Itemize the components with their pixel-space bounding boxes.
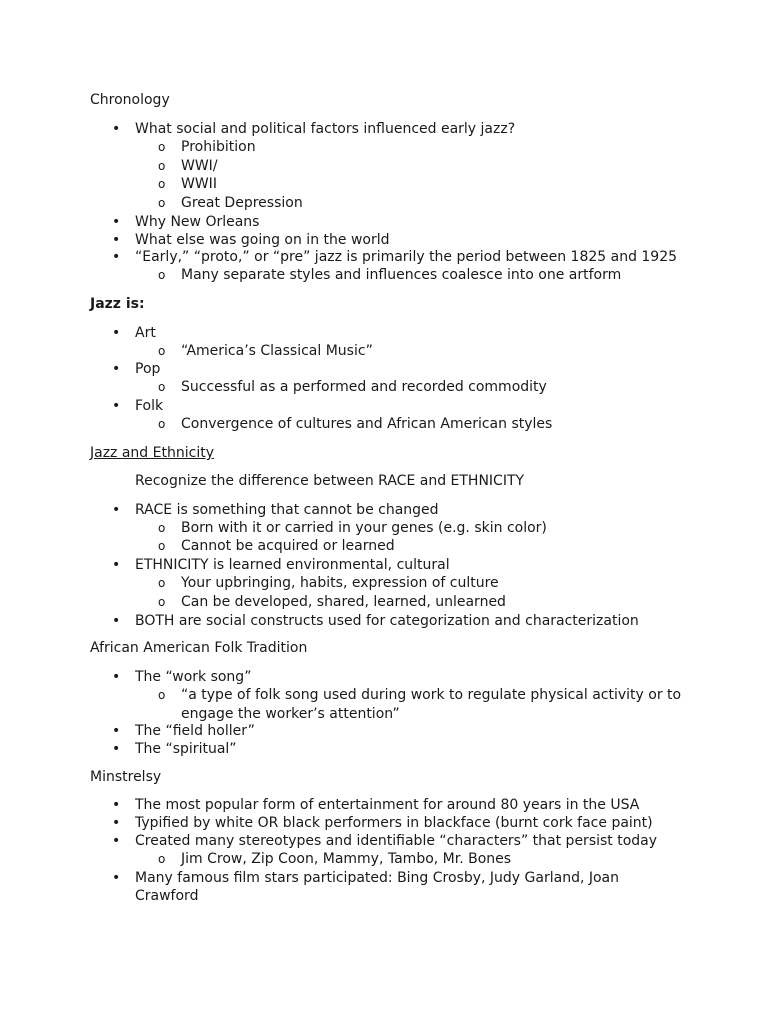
- list-item: What else was going on in the world: [135, 232, 390, 248]
- sub-bullet-marker: o: [158, 380, 166, 394]
- sub-list-item: WWII: [181, 176, 217, 192]
- sub-list-item: WWI/: [181, 158, 218, 174]
- list-item: Art: [135, 325, 156, 341]
- heading-chronology: Chronology: [90, 92, 170, 108]
- list-item: Folk: [135, 398, 164, 414]
- bullet-marker: •: [112, 613, 121, 629]
- sub-bullet-marker: o: [158, 268, 166, 282]
- list-item: Created many stereotypes and identifiable “characters” that persist today: [135, 833, 658, 849]
- bullet-marker: •: [112, 398, 121, 414]
- bullet-marker: •: [112, 325, 121, 341]
- list-item: Many famous film stars participated: Bing Crosby, Judy Garland, Joan: [135, 870, 620, 886]
- list-item: RACE is something that cannot be changed: [135, 502, 439, 518]
- list-item: The “spiritual”: [135, 741, 237, 757]
- heading-jazz-and-ethnicity: Jazz and Ethnicity: [90, 445, 214, 461]
- list-item: The “field holler”: [135, 723, 255, 739]
- sub-list-item: Cannot be acquired or learned: [181, 538, 395, 554]
- bullet-marker: •: [112, 232, 121, 248]
- bullet-marker: •: [112, 361, 121, 377]
- sub-list-item: Successful as a performed and recorded commodity: [181, 379, 547, 395]
- sub-bullet-marker: o: [158, 521, 166, 535]
- list-item: The “work song”: [135, 669, 252, 685]
- sub-bullet-marker: o: [158, 576, 166, 590]
- sub-bullet-marker: o: [158, 539, 166, 553]
- sub-list-item: Born with it or carried in your genes (e.g. skin color): [181, 520, 547, 536]
- bullet-marker: •: [112, 723, 121, 739]
- bullet-marker: •: [112, 249, 121, 265]
- sub-list-item: Jim Crow, Zip Coon, Mammy, Tambo, Mr. Bones: [181, 851, 512, 867]
- sub-list-item-continuation: engage the worker’s attention”: [181, 706, 400, 722]
- sub-bullet-marker: o: [158, 177, 166, 191]
- bullet-marker: •: [112, 669, 121, 685]
- bullet-marker: •: [112, 833, 121, 849]
- bullet-marker: •: [112, 214, 121, 230]
- bullet-marker: •: [112, 741, 121, 757]
- list-item-continuation: Crawford: [135, 888, 199, 904]
- sub-list-item: Great Depression: [181, 195, 303, 211]
- sub-list-item: Can be developed, shared, learned, unlearned: [181, 594, 506, 610]
- sub-list-item: Your upbringing, habits, expression of culture: [181, 575, 499, 591]
- sub-list-item: “a type of folk song used during work to regulate physical activity or to: [181, 687, 682, 703]
- list-item: ETHNICITY is learned environmental, cultural: [135, 557, 450, 573]
- sub-list-item: Convergence of cultures and African American styles: [181, 416, 553, 432]
- sub-bullet-marker: o: [158, 140, 166, 154]
- list-item: What social and political factors influenced early jazz?: [135, 121, 516, 137]
- sub-bullet-marker: o: [158, 852, 166, 866]
- sub-list-item: Many separate styles and influences coalesce into one artform: [181, 267, 622, 283]
- list-item: Typified by white OR black performers in blackface (burnt cork face paint): [135, 815, 653, 831]
- sub-list-item: Prohibition: [181, 139, 256, 155]
- list-item: Pop: [135, 361, 161, 377]
- bullet-marker: •: [112, 797, 121, 813]
- bullet-marker: •: [112, 815, 121, 831]
- list-item: The most popular form of entertainment for around 80 years in the USA: [135, 797, 640, 813]
- list-item: “Early,” “proto,” or “pre” jazz is primarily the period between 1825 and 1925: [135, 249, 678, 265]
- sub-bullet-marker: o: [158, 688, 166, 702]
- sub-bullet-marker: o: [158, 159, 166, 173]
- list-item: Why New Orleans: [135, 214, 260, 230]
- sub-bullet-marker: o: [158, 417, 166, 431]
- heading-folk-tradition: African American Folk Tradition: [90, 640, 308, 656]
- sub-bullet-marker: o: [158, 196, 166, 210]
- list-item: BOTH are social constructs used for categorization and characterization: [135, 613, 639, 629]
- bullet-marker: •: [112, 502, 121, 518]
- heading-minstrelsy: Minstrelsy: [90, 769, 162, 785]
- sub-bullet-marker: o: [158, 595, 166, 609]
- intro-text: Recognize the difference between RACE and ETHNICITY: [135, 473, 525, 489]
- bullet-marker: •: [112, 121, 121, 137]
- bullet-marker: •: [112, 557, 121, 573]
- heading-jazz-is: Jazz is:: [90, 296, 145, 312]
- bullet-marker: •: [112, 870, 121, 886]
- sub-bullet-marker: o: [158, 344, 166, 358]
- sub-list-item: “America’s Classical Music”: [181, 343, 373, 359]
